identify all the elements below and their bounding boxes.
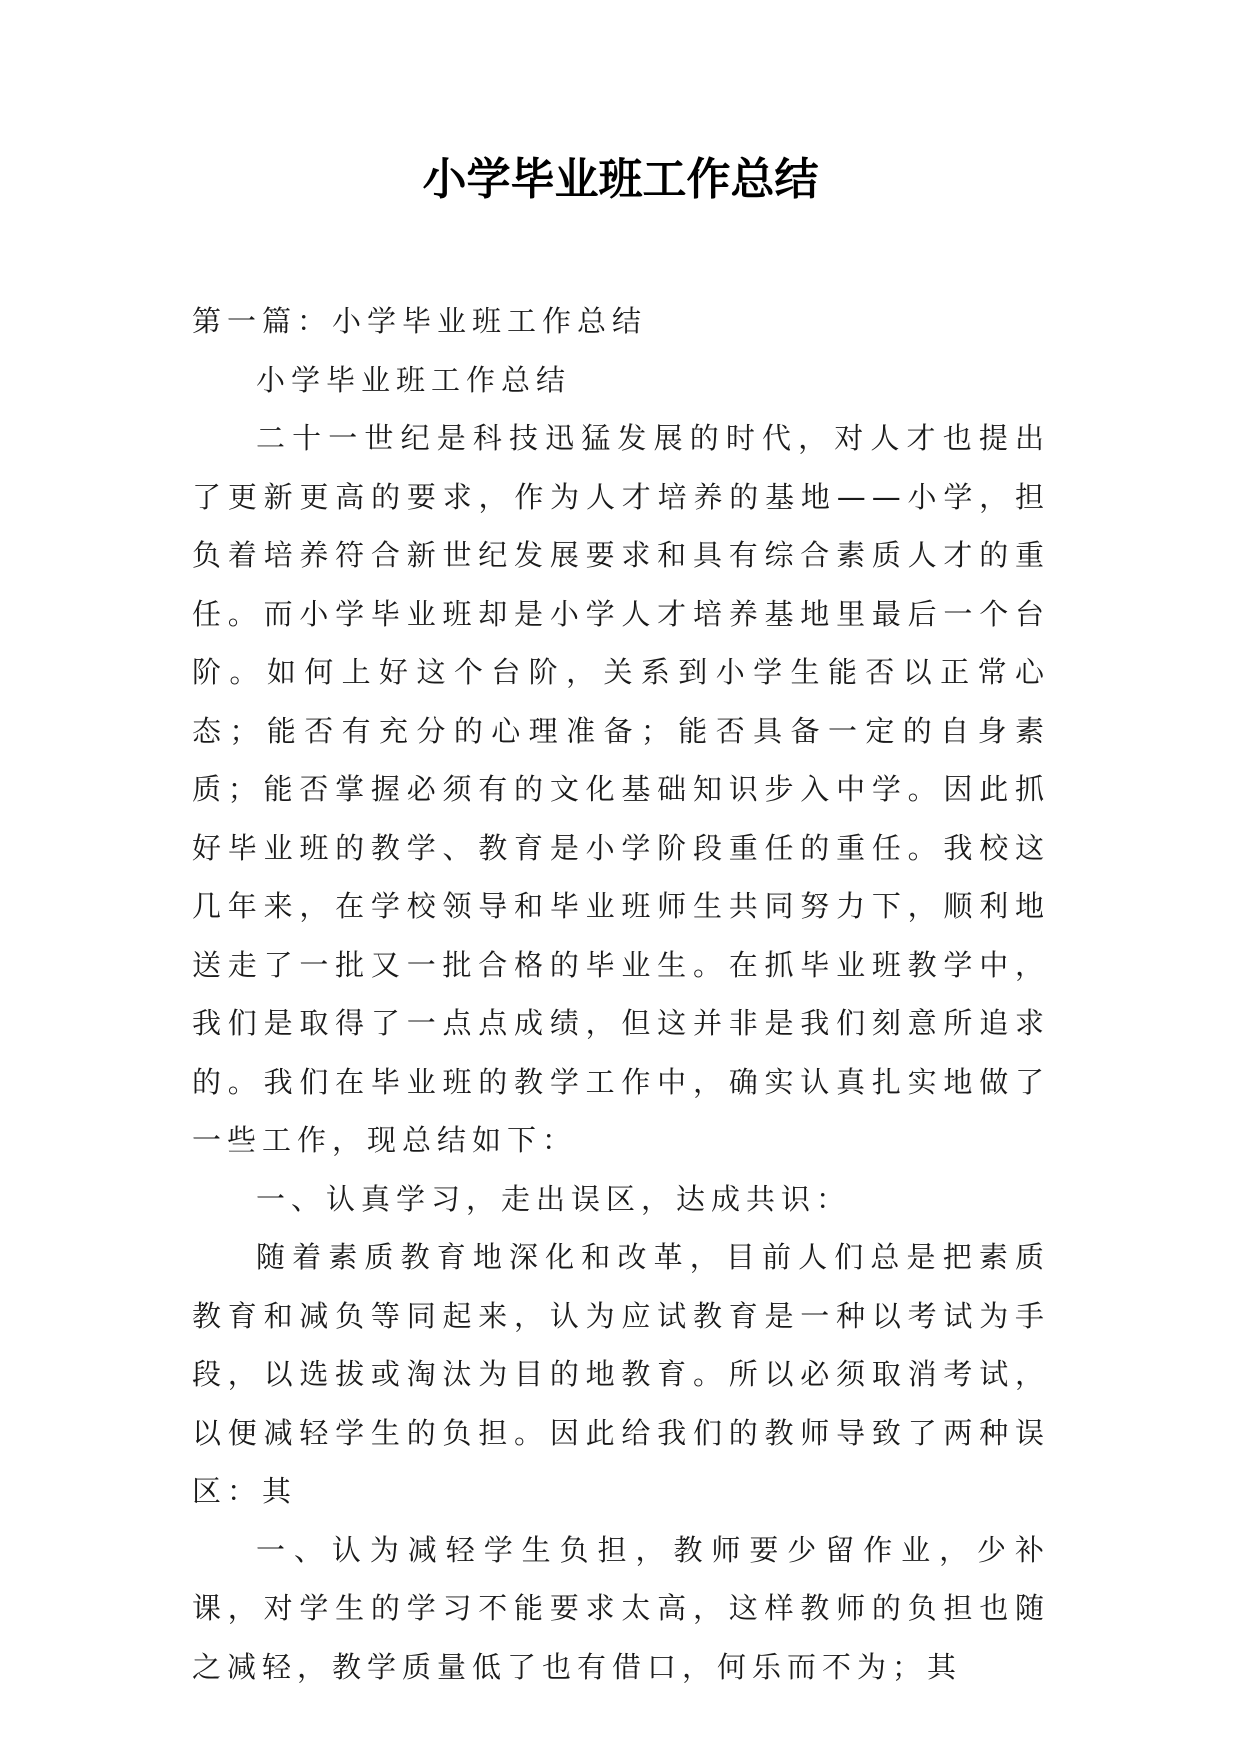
paragraph-body: 一、认为减轻学生负担，教师要少留作业，少补课，对学生的学习不能要求太高，这样教师的负担也随之减轻，教学质量低了也有借口，何乐而不为；其 [192, 1532, 1050, 1684]
paragraph-intro: 二十一世纪是科技迅猛发展的时代，对人才也提出了更新更高的要求，作为人才培养的基地——小学，担负着培养符合新世纪发展要求和具有综合素质人才的重任。而小学毕业班却是小学人才培养基地里最后一个台阶。如何上好这个台阶，关系到小学生能否以正常心态；能否有充分的心理准备；能否具备一定的自身素质；能否掌握必须有的文化基础知识步入中学。因此抓好毕业班的教学、教育是小学阶段重任的重任。我校这几年来，在学校领导和毕业班师生共同努力下，顺利地送走了一批又一批合格的毕业生。在抓毕业班教学中，我们是取得了一点点成绩，但这并非是我们刻意所追求的。我们在毕业班的教学工作中，确实认真扎实地做了一些工作，现总结如下： [192, 421, 1050, 1157]
paragraph-point-one-heading: 一、认真学习，走出误区，达成共识： [256, 1181, 852, 1216]
paragraph-section-heading: 第一篇：小学毕业班工作总结 [192, 304, 648, 338]
document-body [192, 292, 1050, 1696]
paragraph-body: 随着素质教育地深化和改革，目前人们总是把素质教育和减负等同起来，认为应试教育是一种以考试为手段，以选拔或淘汰为目的地教育。所以必须取消考试，以便减轻学生的负担。因此给我们的教师导致了两种误区：其 [192, 1240, 1050, 1508]
paragraph-subtitle: 小学毕业班工作总结 [256, 362, 572, 397]
document-title: 小学毕业班工作总结 [422, 154, 819, 205]
